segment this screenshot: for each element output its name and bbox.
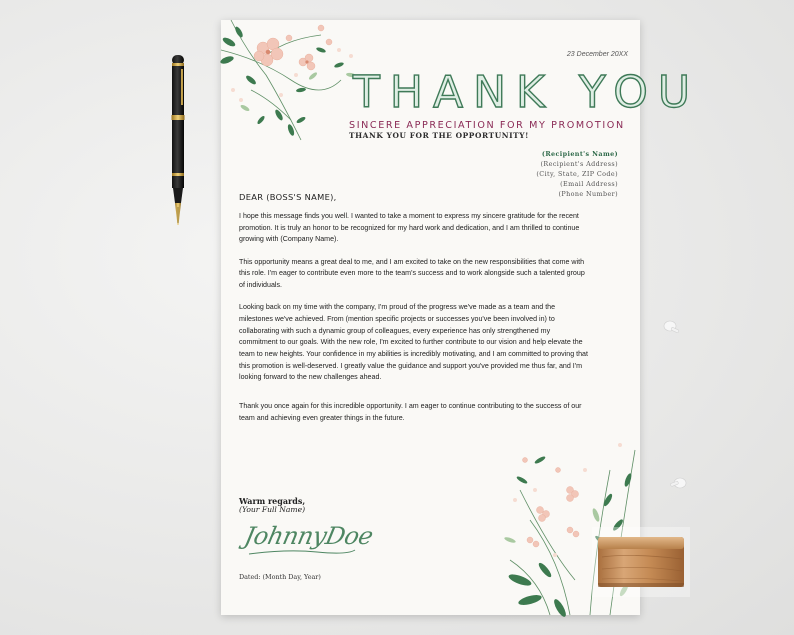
earbud-icon	[668, 474, 690, 492]
letter-subtitle: SINCERE APPRECIATION FOR MY PROMOTION	[349, 120, 625, 131]
letter-paragraph: Looking back on my time with the company, I'm proud of the progress we've made as a team and the milestones we've achieved. From (mention specific projects or successes you've been involved in) to collaborating with such a dynamic group of colleagues, every experience has only strengthened my commitment to our goals. With the new role, I'm excited to further contribute to our vision and help elevate the team to new heights. Your confidence in my abilities is incredibly motivating, and I am committed to proving that this promotion is well-deserved. I greatly value the guidance and support you've provided me thus far, and I'm looking forward to the new challenges ahead.	[239, 303, 588, 382]
letter-title: THANK YOU	[353, 67, 701, 118]
signature-flourish	[247, 548, 357, 556]
letter-dated: Dated: (Month Day, Year)	[239, 573, 321, 581]
letter-greeting: DEAR (BOSS'S NAME),	[239, 192, 337, 202]
letter-closing: Warm regards,	[239, 496, 306, 506]
earbud-icon	[662, 318, 682, 336]
handwritten-signature: JohnnyDoe	[242, 522, 376, 550]
recipient-email: (Email Address)	[560, 180, 618, 188]
letter-paragraph: This opportunity means a great deal to me, and I am excited to take on the new responsibilities that come with this role. I'm eager to contribute even more to the team's success and to work alongside such a talented group of individuals.	[239, 257, 585, 290]
recipient-phone: (Phone Number)	[558, 190, 618, 198]
letter-paragraph: Thank you once again for this incredible opportunity. I am eager to continue contributing to the success of our team and achieving even greater things in the future.	[239, 402, 582, 422]
recipient-name: (Recipient's Name)	[541, 150, 618, 158]
recipient-address-block	[536, 149, 618, 199]
letter-tagline: THANK YOU FOR THE OPPORTUNITY!	[349, 131, 529, 140]
fountain-pen-icon	[167, 53, 189, 228]
letter-page	[221, 20, 701, 615]
sender-full-name: (Your Full Name)	[239, 505, 306, 514]
letter-body	[239, 211, 589, 435]
wooden-stamp-icon	[592, 527, 690, 597]
recipient-city: (City, State, ZIP Code)	[536, 170, 618, 178]
recipient-address: (Recipient's Address)	[540, 160, 618, 168]
letter-date: 23 December 20XX	[566, 51, 628, 58]
letter-paragraph: I hope this message finds you well. I wanted to take a moment to express my sincere gratitude for the recent promotion. It is truly an honor to be recognized for my hard work and dedication, and I am thrilled to continue growing with (Company Name).	[239, 212, 580, 244]
